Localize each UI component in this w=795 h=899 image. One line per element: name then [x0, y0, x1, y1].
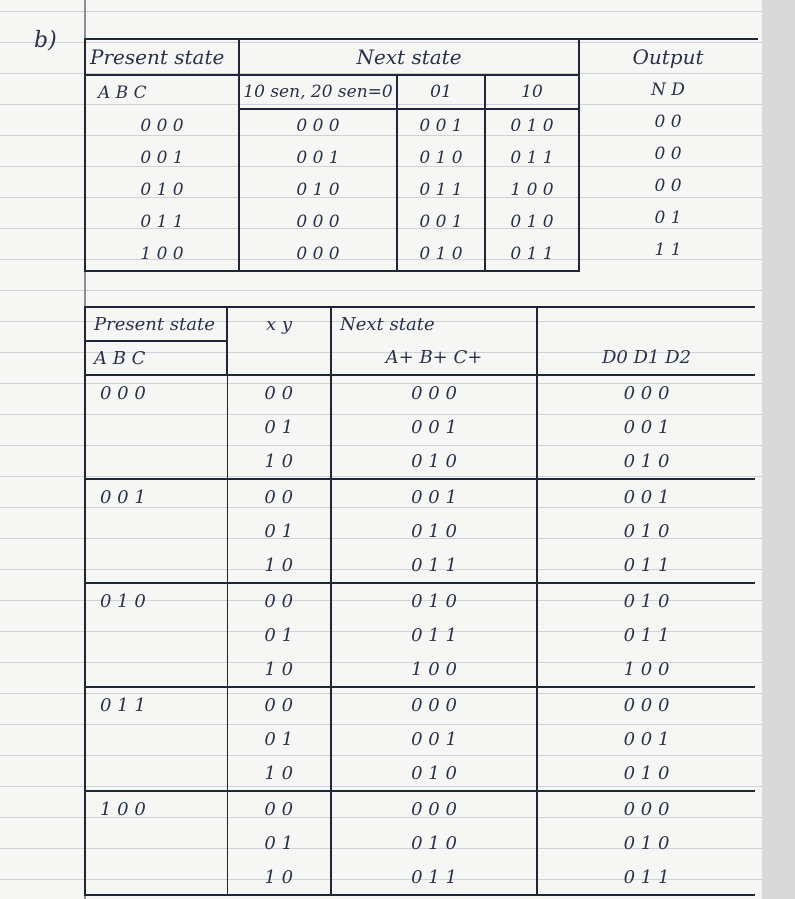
- t2-cell-present: 0 0 1: [85, 479, 227, 514]
- t2-cell-xy: 0 0: [227, 375, 331, 410]
- t2-sub-d: D0 D1 D2: [537, 341, 755, 375]
- state-table-2: [84, 306, 755, 896]
- t1-header-present: Present state: [85, 39, 239, 75]
- t1-row: [85, 109, 579, 142]
- t1-cell-present: 1 0 0: [85, 238, 239, 271]
- t2-cell-d: 0 1 0: [537, 514, 755, 548]
- t1-sub-col-0: 10 sen, 20 sen=0: [239, 75, 397, 109]
- t2-row: [85, 756, 755, 791]
- t2-cell-present: [85, 618, 227, 652]
- t2-cell-d: 0 1 0: [537, 444, 755, 479]
- t1-cell-next-01: 0 0 1: [397, 109, 485, 142]
- t2-cell-present: [85, 444, 227, 479]
- t2-cell-present: [85, 410, 227, 444]
- t2-cell-present: [85, 548, 227, 583]
- t2-cell-next: 0 1 0: [331, 514, 537, 548]
- t1-output-cell: 1 1: [654, 240, 682, 260]
- part-label: b): [34, 28, 57, 53]
- state-table-1: [84, 38, 580, 272]
- t2-cell-next: 0 1 1: [331, 618, 537, 652]
- t2-cell-present: [85, 860, 227, 895]
- t1-sub-present: A B C: [85, 75, 239, 109]
- t1-row: [85, 238, 579, 271]
- t2-cell-xy: 0 1: [227, 826, 331, 860]
- t2-sub-next: A+ B+ C+: [331, 341, 537, 375]
- t2-row: [85, 791, 755, 826]
- t1-cell-next-10: 1 0 0: [485, 174, 579, 206]
- t1-cell-next-0: 0 0 0: [239, 109, 397, 142]
- t1-cell-next-10: 0 1 0: [485, 109, 579, 142]
- t2-cell-d: 0 1 0: [537, 756, 755, 791]
- t1-sub-output: N D: [651, 80, 685, 100]
- t2-sub-present: A B C: [85, 341, 227, 375]
- t2-header-present: Present state: [85, 307, 227, 341]
- t2-cell-d: 0 1 1: [537, 618, 755, 652]
- t2-cell-next: 0 0 1: [331, 479, 537, 514]
- t2-row: [85, 375, 755, 410]
- t2-cell-present: [85, 826, 227, 860]
- t2-row: [85, 444, 755, 479]
- t2-cell-present: [85, 514, 227, 548]
- t1-row: [85, 142, 579, 174]
- t2-cell-present: 1 0 0: [85, 791, 227, 826]
- t2-cell-d: 0 0 0: [537, 791, 755, 826]
- t2-row: [85, 479, 755, 514]
- t2-cell-present: [85, 722, 227, 756]
- t2-cell-d: 0 0 1: [537, 722, 755, 756]
- t1-cell-next-01: 0 1 0: [397, 142, 485, 174]
- t1-cell-next-01: 0 1 0: [397, 238, 485, 271]
- t1-cell-next-0: 0 1 0: [239, 174, 397, 206]
- t2-row: [85, 410, 755, 444]
- t2-cell-next: 0 0 0: [331, 791, 537, 826]
- t2-row: [85, 652, 755, 687]
- output-column: [578, 38, 758, 266]
- t1-cell-present: 0 0 0: [85, 109, 239, 142]
- t1-header-next: Next state: [239, 39, 579, 75]
- t2-row: [85, 722, 755, 756]
- t2-row: [85, 583, 755, 618]
- t1-cell-present: 0 1 0: [85, 174, 239, 206]
- t2-cell-xy: 1 0: [227, 548, 331, 583]
- t2-row: [85, 826, 755, 860]
- t2-cell-next: 0 1 1: [331, 548, 537, 583]
- t2-cell-next: 0 1 0: [331, 756, 537, 791]
- t2-cell-present: 0 1 0: [85, 583, 227, 618]
- t1-cell-next-0: 0 0 1: [239, 142, 397, 174]
- t1-header-output: Output: [632, 45, 704, 69]
- t2-cell-next: 0 1 0: [331, 444, 537, 479]
- t2-cell-d: 0 0 1: [537, 410, 755, 444]
- t1-cell-present: 0 1 1: [85, 206, 239, 238]
- t2-cell-xy: 0 0: [227, 687, 331, 722]
- t2-cell-next: 0 1 0: [331, 826, 537, 860]
- t1-cell-next-0: 0 0 0: [239, 206, 397, 238]
- t2-cell-present: [85, 652, 227, 687]
- t1-row: [85, 174, 579, 206]
- t2-sub-xy: [227, 341, 331, 375]
- t2-cell-xy: 1 0: [227, 756, 331, 791]
- t2-cell-xy: 0 0: [227, 583, 331, 618]
- t1-cell-next-10: 0 1 1: [485, 142, 579, 174]
- t2-cell-d: 0 1 1: [537, 548, 755, 583]
- t2-cell-xy: 0 0: [227, 479, 331, 514]
- t2-header-xy: x y: [227, 307, 331, 341]
- t2-cell-next: 1 0 0: [331, 652, 537, 687]
- t2-header-next: Next state: [331, 307, 537, 341]
- t2-header-d: [537, 307, 755, 341]
- t2-cell-xy: 1 0: [227, 652, 331, 687]
- t2-cell-next: 0 0 0: [331, 375, 537, 410]
- t2-cell-present: 0 0 0: [85, 375, 227, 410]
- t1-output-cell: 0 0: [654, 144, 682, 164]
- t2-cell-next: 0 0 0: [331, 687, 537, 722]
- t2-row: [85, 687, 755, 722]
- t1-sub-col-1: 01: [397, 75, 485, 109]
- t2-cell-next: 0 0 1: [331, 722, 537, 756]
- t1-cell-next-10: 0 1 1: [485, 238, 579, 271]
- t2-cell-d: 0 0 1: [537, 479, 755, 514]
- t1-row: [85, 206, 579, 238]
- t2-cell-d: 0 1 0: [537, 583, 755, 618]
- t1-output-cell: 0 0: [654, 176, 682, 196]
- t2-row: [85, 618, 755, 652]
- t2-cell-d: 1 0 0: [537, 652, 755, 687]
- t1-cell-next-10: 0 1 0: [485, 206, 579, 238]
- t2-cell-xy: 1 0: [227, 860, 331, 895]
- t1-cell-next-01: 0 1 1: [397, 174, 485, 206]
- t1-cell-next-01: 0 0 1: [397, 206, 485, 238]
- t2-cell-next: 0 0 1: [331, 410, 537, 444]
- t2-cell-d: 0 0 0: [537, 375, 755, 410]
- t2-cell-d: 0 0 0: [537, 687, 755, 722]
- t2-cell-xy: 1 0: [227, 444, 331, 479]
- t2-cell-xy: 0 1: [227, 410, 331, 444]
- t2-cell-next: 0 1 0: [331, 583, 537, 618]
- t2-cell-d: 0 1 0: [537, 826, 755, 860]
- t2-cell-next: 0 1 1: [331, 860, 537, 895]
- t2-cell-xy: 0 1: [227, 722, 331, 756]
- t2-cell-present: 0 1 1: [85, 687, 227, 722]
- t2-cell-xy: 0 1: [227, 618, 331, 652]
- t1-output-cell: 0 1: [654, 208, 682, 228]
- t2-cell-xy: 0 1: [227, 514, 331, 548]
- t2-cell-d: 0 1 1: [537, 860, 755, 895]
- t2-cell-xy: 0 0: [227, 791, 331, 826]
- t2-row: [85, 514, 755, 548]
- t1-output-cell: 0 0: [654, 112, 682, 132]
- t1-cell-next-0: 0 0 0: [239, 238, 397, 271]
- t1-sub-col-2: 10: [485, 75, 579, 109]
- t2-row: [85, 860, 755, 895]
- t2-row: [85, 548, 755, 583]
- t2-cell-present: [85, 756, 227, 791]
- t1-cell-present: 0 0 1: [85, 142, 239, 174]
